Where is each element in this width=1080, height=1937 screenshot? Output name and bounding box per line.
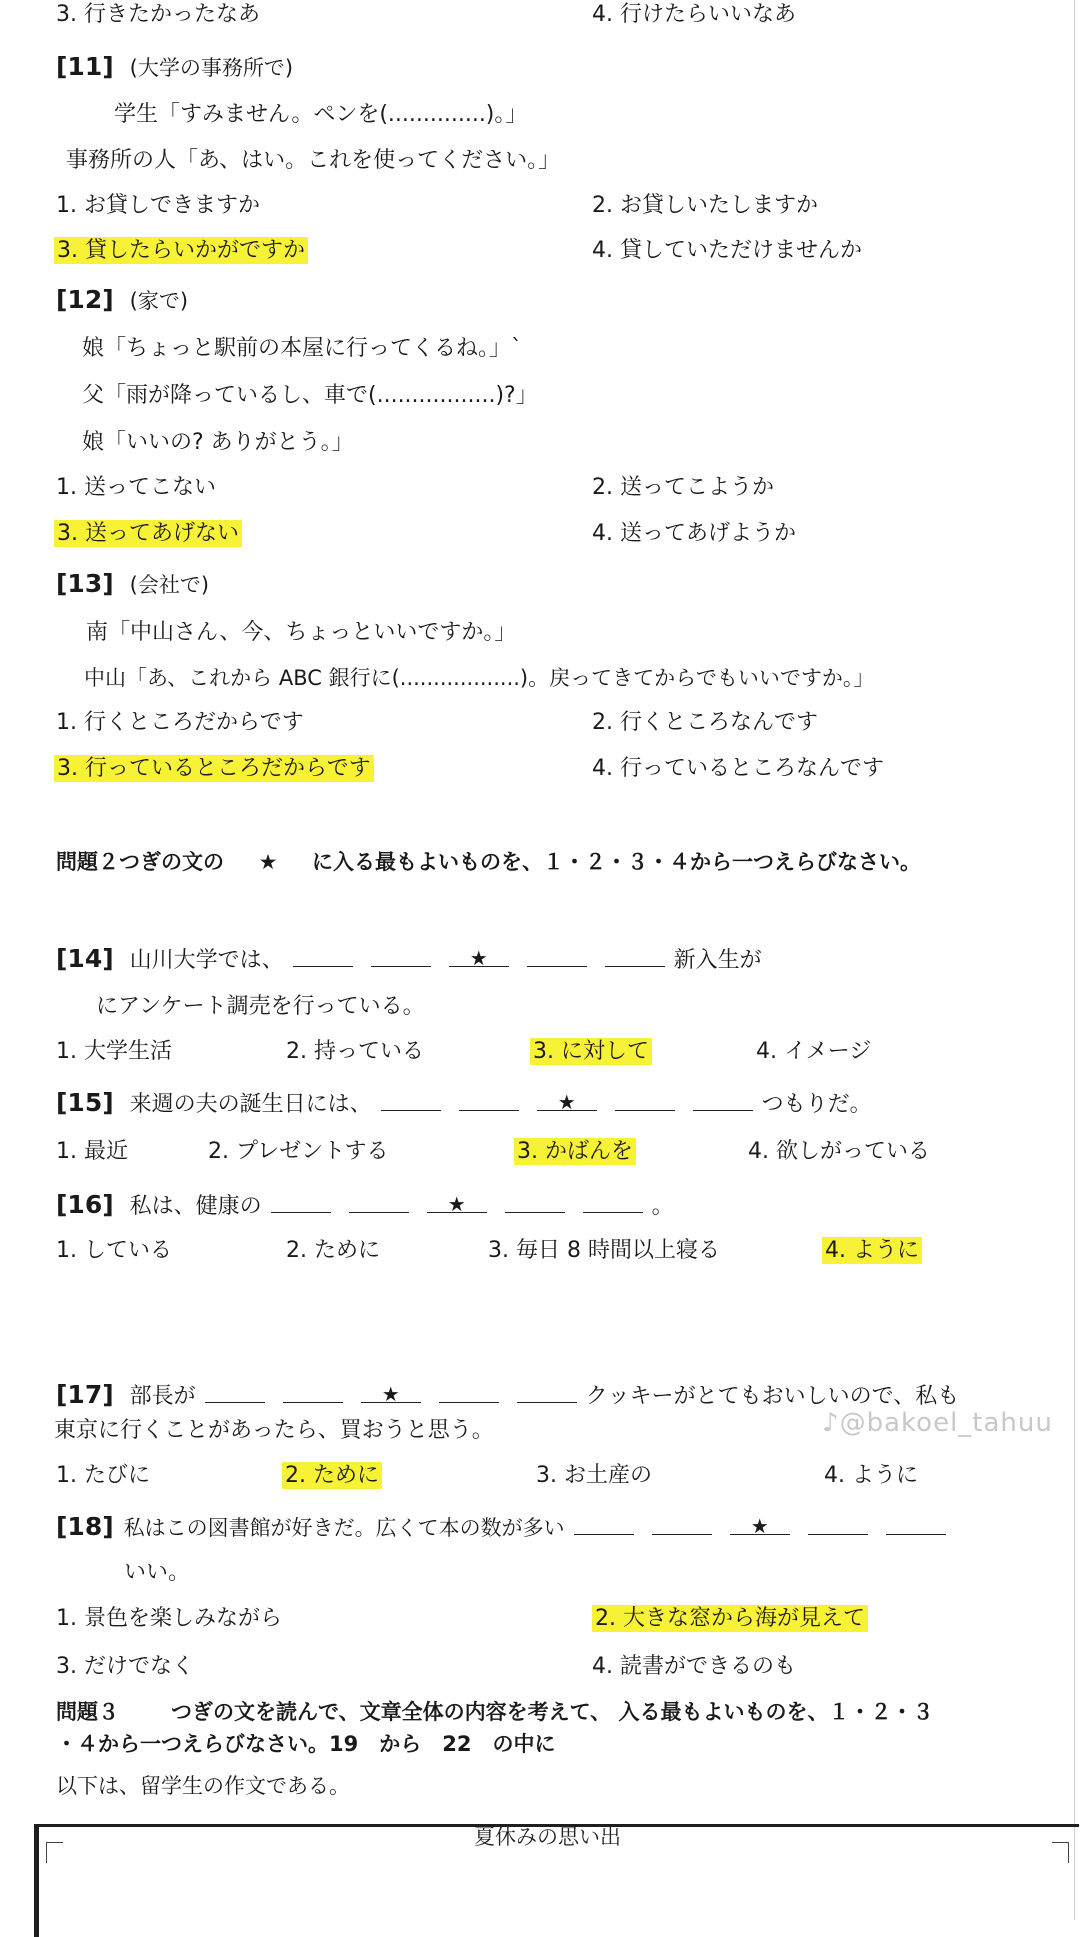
question-number: [17] — [56, 1380, 114, 1409]
answer-blank-star — [449, 946, 509, 970]
question-text: クッキーがとてもおいしいので、私も — [585, 1384, 960, 1409]
q18-option-2-highlighted: 2. 大きな窓から海が見えて — [592, 1605, 868, 1632]
q17-option-4: 4. ように — [824, 1463, 918, 1488]
q12-dialog-line-2: 父「雨が降っているし、車で(.................)?」 — [82, 383, 538, 408]
question-number: [11] — [56, 52, 114, 81]
essay-title: 夏休みの思い出 — [474, 1825, 621, 1849]
question-number: [12] — [56, 285, 114, 314]
q14-option-3-highlighted: 3. に対して — [530, 1038, 652, 1065]
question-text: 私はこの図書館が好きだ。広くて本の数が多い — [123, 1516, 565, 1540]
answer-blank — [615, 1092, 675, 1111]
q13-option-3-highlighted: 3. 行っているところだからです — [54, 755, 374, 782]
answer-blank — [283, 1384, 343, 1403]
answer-blank — [205, 1384, 265, 1403]
q13-dialog-line-1: 南「中山さん、今、ちょっといいですか。」 — [86, 620, 517, 645]
q16-option-1: 1. している — [56, 1238, 172, 1263]
q11-option-1: 1. お貸しできますか — [56, 193, 260, 218]
answer-blank — [371, 948, 431, 967]
question-context: (会社で) — [129, 573, 210, 597]
answer-blank — [574, 1516, 634, 1535]
answer-blank — [517, 1384, 577, 1403]
q18-option-3: 3. だけでなく — [56, 1654, 194, 1679]
question-12-header — [56, 285, 188, 315]
q15-option-4: 4. 欲しがっている — [748, 1139, 930, 1164]
answer-blank — [271, 1194, 331, 1213]
q18-line-2: いい。 — [124, 1560, 191, 1585]
answer-blank — [693, 1092, 753, 1111]
watermark: ♪@bakoel_tahuu — [822, 1408, 1053, 1438]
mondai-3-instruction-line-1 — [56, 1700, 933, 1725]
answer-blank — [459, 1092, 519, 1111]
question-text: 新入生が — [673, 948, 762, 973]
instruction-text: つぎの文を読んで、文章全体の内容を考えて、 入る最もよいものを、１・２・３ — [171, 1700, 934, 1724]
question-14-line-1 — [56, 944, 762, 974]
q18-option-1: 1. 景色を楽しみながら — [56, 1606, 282, 1631]
question-number: [18] — [56, 1512, 114, 1541]
question-11-header — [56, 52, 293, 82]
q14-option-4: 4. イメージ — [756, 1039, 872, 1064]
answer-blank — [527, 948, 587, 967]
q17-option-3: 3. お土産の — [536, 1463, 652, 1488]
top-option-4: 4. 行けたらいいなあ — [592, 2, 796, 27]
q12-dialog-line-1: 娘「ちょっと駅前の本屋に行ってくるね。」` — [82, 336, 523, 361]
star-icon: ★ — [381, 1382, 400, 1406]
answer-blank — [439, 1384, 499, 1403]
corner-mark-left — [46, 1842, 63, 1863]
q15-option-2: 2. プレゼントする — [208, 1139, 389, 1164]
answer-blank — [381, 1092, 441, 1111]
q17-option-2-highlighted: 2. ために — [282, 1462, 382, 1489]
question-context: (大学の事務所で) — [129, 56, 294, 80]
answer-blank — [505, 1194, 565, 1213]
q12-option-4: 4. 送ってあげようか — [592, 521, 796, 546]
instruction-text: 問題２つぎの文の — [56, 850, 224, 874]
star-icon: ★ — [557, 1090, 576, 1114]
question-text: つもりだ。 — [761, 1092, 872, 1117]
answer-blank — [293, 948, 353, 967]
question-text: 。 — [651, 1194, 674, 1219]
answer-blank — [583, 1194, 643, 1213]
star-icon: ★ — [447, 1192, 466, 1216]
question-text: 山川大学では、 — [129, 948, 284, 973]
answer-blank-star — [730, 1514, 790, 1538]
star-icon: ★ — [258, 850, 278, 874]
essay-intro: 以下は、留学生の作文である。 — [56, 1774, 350, 1798]
q14-line-2: にアンケート調売を行っている。 — [96, 994, 425, 1019]
answer-blank — [349, 1194, 409, 1213]
question-number: [15] — [56, 1088, 114, 1117]
q13-option-2: 2. 行くところなんです — [592, 710, 818, 735]
answer-blank-star — [361, 1382, 421, 1406]
q12-option-3-highlighted: 3. 送ってあげない — [54, 520, 242, 547]
answer-blank — [808, 1516, 868, 1535]
q16-option-3: 3. 毎日 8 時間以上寝る — [488, 1238, 720, 1263]
top-option-3: 3. 行きたかったなあ — [56, 2, 260, 27]
answer-blank-star — [537, 1090, 597, 1114]
question-text: 部長が — [129, 1384, 196, 1409]
star-icon: ★ — [469, 946, 488, 970]
q15-option-3-highlighted: 3. かばんを — [514, 1138, 636, 1165]
mondai-3-instruction-line-2: ・４から一つえらびなさい。19 から 22 の中に — [56, 1732, 556, 1756]
answer-blank — [886, 1516, 946, 1535]
q11-dialog-line-2: 事務所の人「あ、はい。これを使ってください。」 — [66, 148, 561, 173]
answer-blank — [652, 1516, 712, 1535]
q11-option-4: 4. 貸していただけませんか — [592, 238, 862, 263]
q16-option-4-highlighted: 4. ように — [822, 1237, 922, 1264]
q16-option-2: 2. ために — [286, 1238, 380, 1263]
q14-option-1: 1. 大学生活 — [56, 1039, 172, 1064]
question-15-line-1 — [56, 1088, 872, 1118]
q12-option-2: 2. 送ってこようか — [592, 475, 774, 500]
q13-option-1: 1. 行くところだからです — [56, 710, 304, 735]
q13-option-4: 4. 行っているところなんです — [592, 756, 884, 781]
page-edge — [1074, 0, 1075, 1920]
q12-option-1: 1. 送ってこない — [56, 475, 216, 500]
answer-blank-star — [427, 1192, 487, 1216]
mondai-3-label: 問題３ — [56, 1700, 119, 1724]
question-18-line-1 — [56, 1512, 955, 1542]
answer-blank — [605, 948, 665, 967]
question-number: [14] — [56, 944, 114, 973]
q14-option-2: 2. 持っている — [286, 1039, 424, 1064]
star-icon: ★ — [750, 1514, 769, 1538]
question-16-line-1 — [56, 1190, 674, 1220]
q11-option-2: 2. お貸しいたしますか — [592, 193, 818, 218]
mondai-2-instruction — [56, 850, 921, 875]
q11-option-3-highlighted: 3. 貸したらいかがですか — [54, 237, 308, 264]
instruction-text: に入る最もよいものを、１・２・３・４から一つえらびなさい。 — [312, 850, 921, 874]
q11-dialog-line-1: 学生「すみません。ペンを(..............)。」 — [114, 102, 528, 127]
q17-option-1: 1. たびに — [56, 1463, 150, 1488]
q13-dialog-line-2: 中山「あ、これから ABC 銀行に(..................)。戻ってきてからでもいいですか。」 — [84, 666, 875, 690]
corner-mark-right — [1052, 1842, 1069, 1863]
question-text: 来週の夫の誕生日には、 — [129, 1092, 372, 1117]
question-number: [13] — [56, 569, 114, 598]
question-17-line-1 — [56, 1380, 959, 1410]
q18-option-4: 4. 読書ができるのも — [592, 1654, 796, 1679]
q15-option-1: 1. 最近 — [56, 1139, 128, 1164]
q12-dialog-line-3: 娘「いいの? ありがとう。」 — [82, 430, 354, 455]
question-13-header — [56, 569, 209, 599]
question-text: 私は、健康の — [129, 1194, 262, 1219]
q17-line-2: 東京に行くことがあったら、買おうと思う。 — [54, 1418, 494, 1443]
question-context: (家で) — [129, 289, 189, 313]
question-number: [16] — [56, 1190, 114, 1219]
